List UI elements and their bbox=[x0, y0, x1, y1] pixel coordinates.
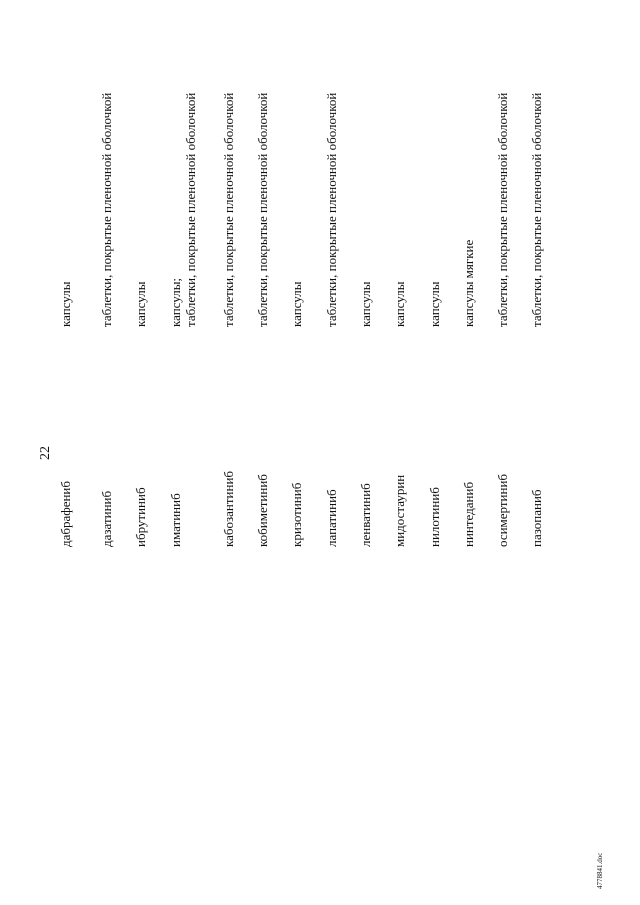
dosage-form bbox=[99, 93, 114, 327]
table-row bbox=[221, 0, 255, 905]
dosage-form-line: таблетки, покрытые пленочной оболочкой bbox=[183, 92, 198, 327]
drug-name: дабрафениб bbox=[58, 481, 73, 547]
dosage-form-line: капсулы bbox=[289, 281, 304, 327]
drug-name: лапатиниб bbox=[324, 489, 339, 547]
drug-name: кризотиниб bbox=[289, 482, 304, 547]
table-row bbox=[529, 0, 563, 905]
dosage-form-line: капсулы мягкие bbox=[461, 239, 476, 327]
table-row bbox=[58, 0, 92, 905]
table-row bbox=[289, 0, 323, 905]
drug-name: ленватиниб bbox=[358, 483, 373, 547]
dosage-form bbox=[529, 93, 544, 327]
drug-name: пазопаниб bbox=[529, 489, 544, 547]
dosage-form bbox=[255, 93, 270, 327]
drug-name: нилотиниб bbox=[427, 487, 442, 547]
document-filename: 4778841.doc bbox=[596, 852, 604, 889]
dosage-form-line: таблетки, покрытые пленочной оболочкой bbox=[495, 92, 510, 327]
drug-name: иматиниб bbox=[168, 493, 183, 547]
dosage-form bbox=[461, 240, 476, 327]
drug-name: осимертиниб bbox=[495, 473, 510, 547]
dosage-form-line: капсулы bbox=[358, 281, 373, 327]
dosage-form bbox=[324, 93, 339, 327]
drug-name: кабозантиниб bbox=[221, 470, 236, 547]
dosage-form-line: капсулы; bbox=[168, 277, 183, 327]
dosage-form bbox=[392, 282, 407, 327]
dosage-form bbox=[168, 93, 198, 327]
dosage-form-line: таблетки, покрытые пленочной оболочкой bbox=[221, 92, 236, 327]
dosage-form bbox=[427, 282, 442, 327]
drug-name: мидостаурин bbox=[392, 474, 407, 547]
table-row bbox=[495, 0, 529, 905]
dosage-form-line: таблетки, покрытые пленочной оболочкой bbox=[99, 92, 114, 327]
table-row bbox=[324, 0, 358, 905]
table-row bbox=[168, 0, 202, 905]
dosage-form-line: таблетки, покрытые пленочной оболочкой bbox=[255, 92, 270, 327]
dosage-form-line: таблетки, покрытые пленочной оболочкой bbox=[324, 92, 339, 327]
dosage-form bbox=[289, 282, 304, 327]
page-number: 22 bbox=[38, 446, 53, 460]
table-row bbox=[392, 0, 426, 905]
table-row bbox=[358, 0, 392, 905]
dosage-form-line: таблетки, покрытые пленочной оболочкой bbox=[529, 92, 544, 327]
table-row bbox=[255, 0, 289, 905]
dosage-form bbox=[221, 93, 236, 327]
dosage-form-line: капсулы bbox=[58, 281, 73, 327]
dosage-form-line: капсулы bbox=[392, 281, 407, 327]
dosage-form bbox=[133, 282, 148, 327]
drug-name: ибрутиниб bbox=[133, 487, 148, 547]
table-row bbox=[99, 0, 133, 905]
dosage-form bbox=[58, 282, 73, 327]
drug-name: кобиметиниб bbox=[255, 474, 270, 547]
table-row bbox=[427, 0, 461, 905]
dosage-form-line: капсулы bbox=[427, 281, 442, 327]
drug-name: дазатиниб bbox=[99, 490, 114, 547]
table-row bbox=[461, 0, 495, 905]
table-row bbox=[133, 0, 167, 905]
dosage-form-line: капсулы bbox=[133, 281, 148, 327]
drug-name: нинтеданиб bbox=[461, 481, 476, 547]
dosage-form bbox=[358, 282, 373, 327]
dosage-form bbox=[495, 93, 510, 327]
